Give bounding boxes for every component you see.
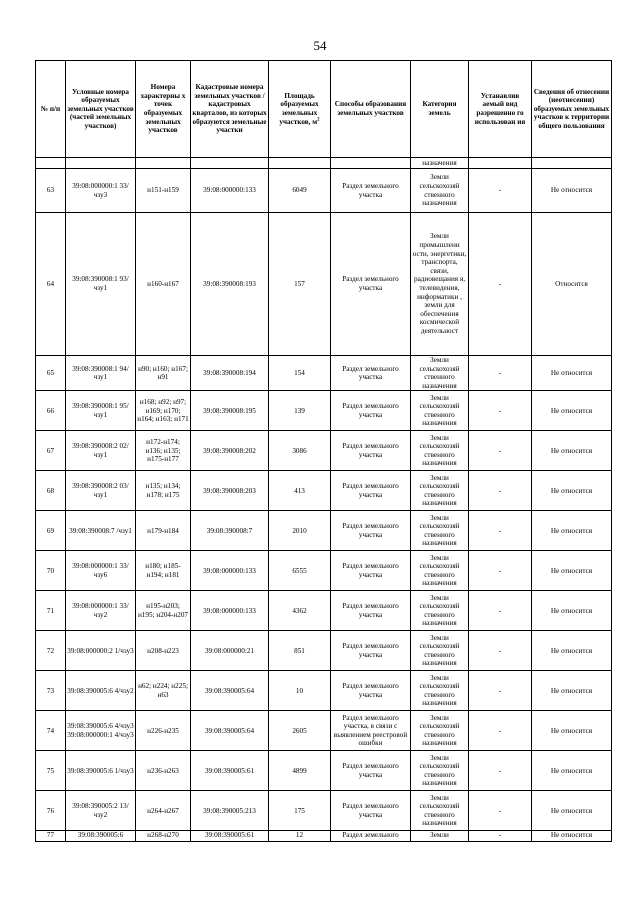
public-use-cell: Не относится xyxy=(532,831,612,842)
cadastral-number-cell: 39:08:000000:133 xyxy=(191,591,269,631)
point-numbers-cell: н264-н267 xyxy=(136,791,191,831)
area-cell: 139 xyxy=(269,391,331,431)
row-num-cell: 76 xyxy=(36,791,66,831)
row-num-cell: 73 xyxy=(36,671,66,711)
cadastral-number-cell: 39:08:390005:61 xyxy=(191,751,269,791)
land-category-cell: Земли сельскохозяй ственного назначения xyxy=(411,356,469,391)
row-num-cell: 77 xyxy=(36,831,66,842)
cadastral-number-cell: 39:08:390005:61 xyxy=(191,831,269,842)
public-use-cell: Не относится xyxy=(532,356,612,391)
row-num-cell: 75 xyxy=(36,751,66,791)
public-use-cell: Не относится xyxy=(532,391,612,431)
land-category-cell: Земли сельскохозяй ственного назначения xyxy=(411,551,469,591)
permitted-use-cell: - xyxy=(469,356,532,391)
point-numbers-cell: н90; н160; н167; н91 xyxy=(136,356,191,391)
conditional-number-cell: 39:08:390005:6 1/чзу3 xyxy=(66,751,136,791)
public-use-cell: Относится xyxy=(532,213,612,356)
land-category-cell: Земли сельскохозяй ственного назначения xyxy=(411,751,469,791)
carry-over-cell xyxy=(269,158,331,169)
row-num-cell: 70 xyxy=(36,551,66,591)
public-use-cell: Не относится xyxy=(532,551,612,591)
land-category-cell: Земли сельскохозяй ственного назначения xyxy=(411,671,469,711)
header-point-numbers: Номера характерны х точек образуемых земельных участков xyxy=(136,61,191,158)
header-conditional-number: Условные номера образуемых земельных участков (частей земельных участков) xyxy=(66,61,136,158)
row-num-cell: 67 xyxy=(36,431,66,471)
carry-over-cell xyxy=(136,158,191,169)
area-cell: 2010 xyxy=(269,511,331,551)
area-cell: 10 xyxy=(269,671,331,711)
area-cell: 157 xyxy=(269,213,331,356)
formation-method-cell: Раздел земельного участка xyxy=(331,431,411,471)
land-category-cell: Земли сельскохозяй ственного назначения xyxy=(411,471,469,511)
cadastral-number-cell: 39:08:000000:21 xyxy=(191,631,269,671)
public-use-cell: Не относится xyxy=(532,591,612,631)
header-num: № п/п xyxy=(36,61,66,158)
conditional-number-cell: 39:08:390008:1 93/чзу1 xyxy=(66,213,136,356)
carry-over-cell xyxy=(36,158,66,169)
formation-method-cell: Раздел земельного участка, в связи с выявлением реестровой ошибки xyxy=(331,711,411,751)
cadastral-number-cell: 39:08:390005:213 xyxy=(191,791,269,831)
land-category-cell: Земли сельскохозяй ственного назначения xyxy=(411,169,469,213)
public-use-cell: Не относится xyxy=(532,511,612,551)
formation-method-cell: Раздел земельного участка xyxy=(331,791,411,831)
land-category-cell: Земли сельскохозяй ственного назначения xyxy=(411,511,469,551)
permitted-use-cell: - xyxy=(469,471,532,511)
table-row xyxy=(36,471,612,511)
area-cell: 6049 xyxy=(269,169,331,213)
formation-method-cell: Раздел земельного участка xyxy=(331,631,411,671)
permitted-use-cell: - xyxy=(469,431,532,471)
carry-over-cell xyxy=(469,158,532,169)
carry-over-cell xyxy=(66,158,136,169)
formation-method-cell: Раздел земельного участка xyxy=(331,511,411,551)
formation-method-cell: Раздел земельного участка xyxy=(331,671,411,711)
permitted-use-cell: - xyxy=(469,671,532,711)
table-row xyxy=(36,671,612,711)
header-methods: Способы образования земельных участков xyxy=(331,61,411,158)
land-category-cell: Земли сельскохозяй ственного назначения xyxy=(411,711,469,751)
point-numbers-cell: н151-н159 xyxy=(136,169,191,213)
table-row xyxy=(36,511,612,551)
row-num-cell: 72 xyxy=(36,631,66,671)
table-row xyxy=(36,169,612,213)
cadastral-number-cell: 39:08:390008:203 xyxy=(191,471,269,511)
conditional-number-cell: 39:08:390008:2 02/чзу1 xyxy=(66,431,136,471)
public-use-cell: Не относится xyxy=(532,711,612,751)
formation-method-cell: Раздел земельного xyxy=(331,831,411,842)
area-cell: 4362 xyxy=(269,591,331,631)
land-category-cell: Земли промышленн ости, энергетики, транспорта, связи, радиовещания я, телевидения, информатики , земли для обеспечения космической деятельност xyxy=(411,213,469,356)
conditional-number-cell: 39:08:390005:2 13/чзу2 xyxy=(66,791,136,831)
land-category-cell: Земли сельскохозяй ственного назначения xyxy=(411,631,469,671)
row-num-cell: 68 xyxy=(36,471,66,511)
table-row xyxy=(36,751,612,791)
public-use-cell: Не относится xyxy=(532,671,612,711)
conditional-number-cell: 39:08:000000:2 1/чзу3 xyxy=(66,631,136,671)
table-row xyxy=(36,551,612,591)
header-area xyxy=(269,61,331,158)
table-row xyxy=(36,791,612,831)
cadastral-number-cell: 39:08:390008:193 xyxy=(191,213,269,356)
table-row xyxy=(36,711,612,751)
point-numbers-cell: н172-н174; н136; н135; н175-н177 xyxy=(136,431,191,471)
cadastral-number-cell: 39:08:000000:133 xyxy=(191,551,269,591)
row-num-cell: 66 xyxy=(36,391,66,431)
row-num-cell: 65 xyxy=(36,356,66,391)
carry-over-row xyxy=(36,158,612,169)
formation-method-cell: Раздел земельного участка xyxy=(331,169,411,213)
point-numbers-cell: н168; н92; н97; н169; н170; н164; н163; н171 xyxy=(136,391,191,431)
point-numbers-cell: н62; н224; н225; н63 xyxy=(136,671,191,711)
header-area-text: Площадь образуемых земельных участков, м xyxy=(279,91,319,126)
permitted-use-cell: - xyxy=(469,831,532,842)
area-cell: 4899 xyxy=(269,751,331,791)
permitted-use-cell: - xyxy=(469,631,532,671)
formation-method-cell: Раздел земельного участка xyxy=(331,751,411,791)
point-numbers-cell: н195-н203; н195; н204-н207 xyxy=(136,591,191,631)
row-num-cell: 71 xyxy=(36,591,66,631)
point-numbers-cell: н160-н167 xyxy=(136,213,191,356)
land-category-cell: Земли xyxy=(411,831,469,842)
formation-method-cell: Раздел земельного участка xyxy=(331,213,411,356)
area-cell: 12 xyxy=(269,831,331,842)
conditional-number-cell: 39:08:390008:2 03/чзу1 xyxy=(66,471,136,511)
land-category-cell: Земли сельскохозяй ственного назначения xyxy=(411,431,469,471)
formation-method-cell: Раздел земельного участка xyxy=(331,551,411,591)
table-row xyxy=(36,831,612,842)
conditional-number-cell: 39:08:390008:1 94/чзу1 xyxy=(66,356,136,391)
header-category: Категория земель xyxy=(411,61,469,158)
point-numbers-cell: н208-н223 xyxy=(136,631,191,671)
conditional-number-cell: 39:08:390005:6 4/чзу2 xyxy=(66,671,136,711)
carry-over-cell xyxy=(532,158,612,169)
formation-method-cell: Раздел земельного участка xyxy=(331,391,411,431)
area-cell: 6555 xyxy=(269,551,331,591)
row-num-cell: 63 xyxy=(36,169,66,213)
row-num-cell: 64 xyxy=(36,213,66,356)
conditional-number-cell: 39:08:000000:1 33/чзу2 xyxy=(66,591,136,631)
formation-method-cell: Раздел земельного участка xyxy=(331,356,411,391)
land-category-cell: Земли сельскохозяй ственного назначения xyxy=(411,791,469,831)
point-numbers-cell: н180; н185-н194; н181 xyxy=(136,551,191,591)
cadastral-number-cell: 39:08:390008:7 xyxy=(191,511,269,551)
conditional-number-cell: 39:08:000000:1 33/чзу3 xyxy=(66,169,136,213)
public-use-cell: Не относится xyxy=(532,431,612,471)
table-row xyxy=(36,431,612,471)
conditional-number-cell: 39:08:000000:1 33/чзу6 xyxy=(66,551,136,591)
permitted-use-cell: - xyxy=(469,751,532,791)
row-num-cell: 74 xyxy=(36,711,66,751)
table-row xyxy=(36,356,612,391)
table-row xyxy=(36,391,612,431)
permitted-use-cell: - xyxy=(469,551,532,591)
carry-over-category: назначения xyxy=(411,158,469,169)
land-plots-table xyxy=(35,60,612,842)
carry-over-cell xyxy=(331,158,411,169)
permitted-use-cell: - xyxy=(469,711,532,751)
land-category-cell: Земли сельскохозяй ственного назначения xyxy=(411,391,469,431)
area-cell: 154 xyxy=(269,356,331,391)
point-numbers-cell: н135; н134; н178; н175 xyxy=(136,471,191,511)
point-numbers-cell: н268-н270 xyxy=(136,831,191,842)
permitted-use-cell: - xyxy=(469,511,532,551)
header-area-sup: 2 xyxy=(317,117,320,123)
conditional-number-cell: 39:08:390008:7 /чзу1 xyxy=(66,511,136,551)
permitted-use-cell: - xyxy=(469,213,532,356)
cadastral-number-cell: 39:08:390008:194 xyxy=(191,356,269,391)
point-numbers-cell: н179-н184 xyxy=(136,511,191,551)
cadastral-number-cell: 39:08:390005:64 xyxy=(191,671,269,711)
carry-over-cell xyxy=(191,158,269,169)
area-cell: 3086 xyxy=(269,431,331,471)
header-public-use: Сведения об отнесении (неотнесении) образуемых земельных участков к территории общего пользования xyxy=(532,61,612,158)
cadastral-number-cell: 39:08:000000:133 xyxy=(191,169,269,213)
table-header-row xyxy=(36,61,612,158)
cadastral-number-cell: 39:08:390008:195 xyxy=(191,391,269,431)
page-number: 54 xyxy=(313,38,327,53)
public-use-cell: Не относится xyxy=(532,471,612,511)
conditional-number-cell: 39:08:390005:6 xyxy=(66,831,136,842)
table-row xyxy=(36,213,612,356)
conditional-number-cell: 39:08:390008:1 95/чзу1 xyxy=(66,391,136,431)
public-use-cell: Не относится xyxy=(532,751,612,791)
area-cell: 413 xyxy=(269,471,331,511)
point-numbers-cell: н236-н263 xyxy=(136,751,191,791)
area-cell: 175 xyxy=(269,791,331,831)
row-num-cell: 69 xyxy=(36,511,66,551)
public-use-cell: Не относится xyxy=(532,791,612,831)
point-numbers-cell: н226-н235 xyxy=(136,711,191,751)
formation-method-cell: Раздел земельного участка xyxy=(331,471,411,511)
formation-method-cell: Раздел земельного участка xyxy=(331,591,411,631)
header-permitted-use: Устанавлив аемый вид разрешенно го использован ия xyxy=(469,61,532,158)
area-cell: 2605 xyxy=(269,711,331,751)
area-cell: 851 xyxy=(269,631,331,671)
cadastral-number-cell: 39:08:390008:202 xyxy=(191,431,269,471)
conditional-number-cell: 39:08:390005:6 4/чзу3 39:08:000000:1 4/чзу3 xyxy=(66,711,136,751)
header-cadastral-numbers: Кадастровые номера земельных участков / кадастровых кварталов, из которых образуются земельные участки xyxy=(191,61,269,158)
permitted-use-cell: - xyxy=(469,169,532,213)
table-row xyxy=(36,591,612,631)
permitted-use-cell: - xyxy=(469,791,532,831)
cadastral-number-cell: 39:08:390005:64 xyxy=(191,711,269,751)
public-use-cell: Не относится xyxy=(532,169,612,213)
public-use-cell: Не относится xyxy=(532,631,612,671)
permitted-use-cell: - xyxy=(469,391,532,431)
land-category-cell: Земли сельскохозяй ственного назначения xyxy=(411,591,469,631)
table-row xyxy=(36,631,612,671)
permitted-use-cell: - xyxy=(469,591,532,631)
